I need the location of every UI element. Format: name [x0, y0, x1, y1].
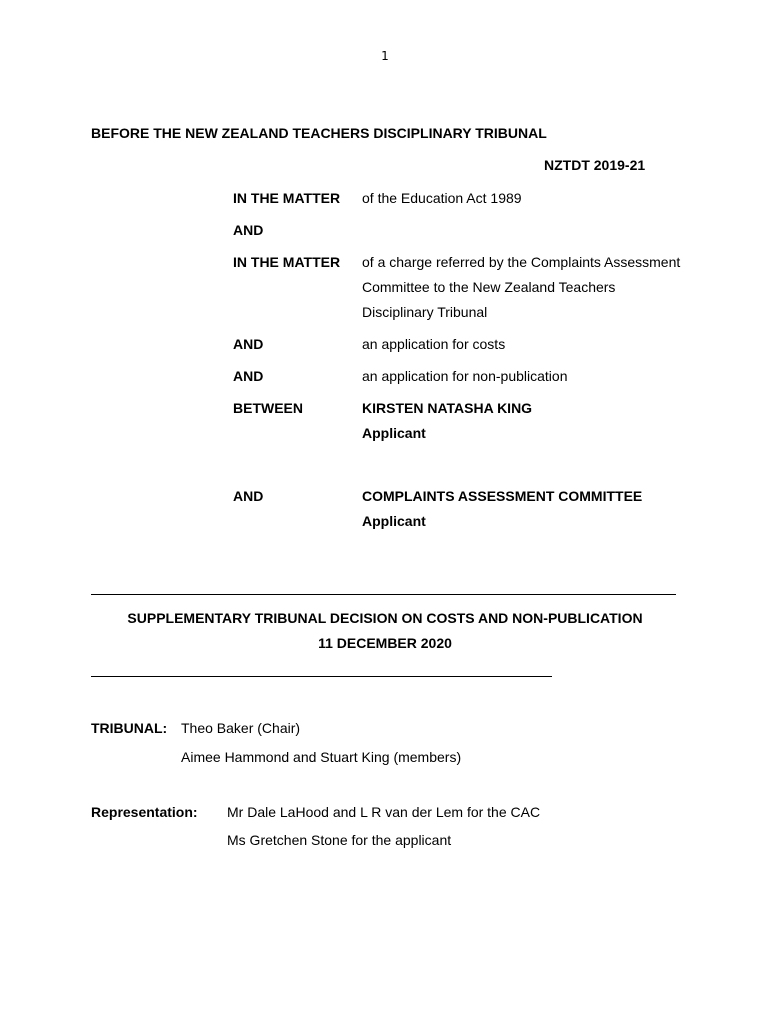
party-role: Applicant: [362, 425, 426, 441]
decision-date: 11 DECEMBER 2020: [318, 635, 452, 651]
page-number: 1: [381, 49, 389, 63]
divider-top: [91, 594, 676, 595]
party-description: Disciplinary Tribunal: [362, 304, 488, 320]
tribunal-label: TRIBUNAL:: [91, 720, 168, 736]
decision-title: SUPPLEMENTARY TRIBUNAL DECISION ON COSTS AND NON-PUBLICATION: [127, 610, 643, 626]
representation-entry: Ms Gretchen Stone for the applicant: [227, 832, 452, 848]
tribunal-member: Theo Baker (Chair): [181, 720, 301, 736]
representation-label: Representation:: [91, 804, 198, 820]
party-name: KIRSTEN NATASHA KING: [362, 400, 533, 416]
party-label: BETWEEN: [233, 400, 303, 416]
party-description: of the Education Act 1989: [362, 190, 522, 206]
party-label: AND: [233, 336, 264, 352]
court-heading: BEFORE THE NEW ZEALAND TEACHERS DISCIPLINARY TRIBUNAL: [91, 125, 547, 141]
representation-entry: Mr Dale LaHood and L R van der Lem for the CAC: [227, 804, 541, 820]
party-label: IN THE MATTER: [233, 254, 341, 270]
party-label: AND: [233, 222, 264, 238]
party-name: COMPLAINTS ASSESSMENT COMMITTEE: [362, 488, 643, 504]
party-label: IN THE MATTER: [233, 190, 341, 206]
party-role: Applicant: [362, 513, 426, 529]
party-description: an application for costs: [362, 336, 506, 352]
divider-bottom: [91, 676, 552, 677]
party-label: AND: [233, 368, 264, 384]
party-description: of a charge referred by the Complaints Assessment: [362, 254, 681, 270]
case-number: NZTDT 2019-21: [544, 157, 646, 173]
tribunal-member: Aimee Hammond and Stuart King (members): [181, 749, 462, 765]
party-description: an application for non-publication: [362, 368, 568, 384]
party-description: Committee to the New Zealand Teachers: [362, 279, 616, 295]
party-label: AND: [233, 488, 264, 504]
